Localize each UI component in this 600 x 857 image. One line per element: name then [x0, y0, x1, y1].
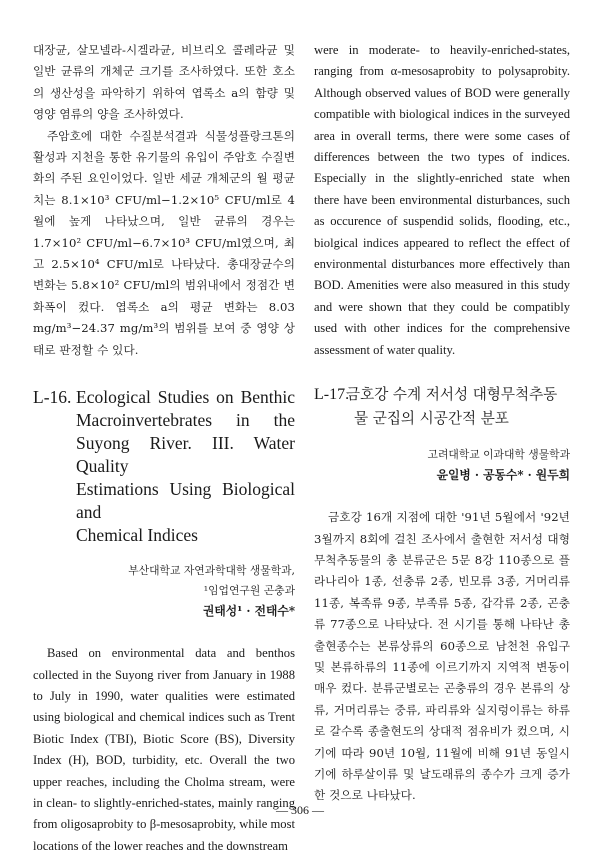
affiliation-line: 고려대학교 이과대학 생물학과	[427, 448, 570, 462]
section-l16-abstract-continued: were in moderate- to heavily-enriched-states, ranging from α-mesosaprobity to polysaprobity. Although observed values of BOD were generally compatible with biological indices in the surveyed area in overall terms, there were some cases of differences between the two types of indices. Especially in the slightly-enriched state when there have been environmental disturbances, such as occurence of suspendid solids, flooding, etc., biolgical indices appeared to reflect the effect of environmental disturbances more effectively than BOD. Amenities were also measured in this study and were shown that they could be compatibly used with other indices for the comprehensive assessment of water quality.	[314, 43, 570, 357]
section-l16-title-line: Chemical Indices	[76, 525, 198, 546]
section-l17-title-line: 금호강 수계 저서성 대형무척추동	[346, 386, 558, 404]
water-quality-paragraph: 주암호에 대한 수질분석결과 식물성플랑크톤의 활성과 지천을 통한 유기물의 유입이 주암호 수질변화의 주된 요인이었다. 일반 세균 개체군의 월 평균치는 8.1×10³ CFU/ml−1.2×10⁵ CFU/ml로 4월에 높게 나타났으며, 일반 균류의 경우는 1.7×10² CFU/ml−6.7×10³ CFU/ml였으며, 최고 2.5×10⁴ CFU/ml로 나타났다. 총대장균수의 변화는 5.8×10² CFU/ml의 범위내에서 정점간 변화폭이 컸다. 엽록소 a의 평균 변화는 8.03 mg/m³−24.37 mg/m³의 범위를 보여 중 영양 상태로 판정할 수 있다.	[33, 128, 295, 357]
section-l17-title	[314, 383, 570, 431]
section-l16-title	[33, 386, 295, 547]
section-l17-affiliation	[314, 445, 570, 465]
section-l17-number: L-17.	[314, 386, 350, 404]
section-l17-body: 금호강 16개 지점에 대한 '91년 5월에서 '92년 3월까지 8회에 걸친 조사에서 출현한 저서성 대형무척추동물의 총 분류군은 5문 8강 110종으로 플라나리아 1종, 선충류 2종, 빈모류 3종, 거머리류 11종, 복족류 9종, 부족류 5종, 갑각류 2종, 곤충류 77종으로 나타났다. 전 시기를 통해 나타난 총출현종수는 본류상류의 60종으로 남천천 유입구 및 본류하류의 11종에 이르기까지 지역적 변동이 매우 컸다. 분류군별로는 곤충류의 경우 본류의 상류, 거머리류는 중류, 파리류와 실지렁이류는 하류로 갈수록 종출현도의 상대적 점유비가 컸으며, 시기에 따라 90년 10월, 11월에 비해 91년 동일시기에 하루살이류 및 날도래류의 종수가 크게 증가한 것으로 나타났다.	[314, 510, 570, 803]
right-column	[314, 40, 570, 807]
affiliation-line: ¹임업연구원 곤충과	[203, 584, 295, 598]
section-l16-title-line: Ecological Studies on Benthic	[76, 387, 295, 408]
affiliation-line: 부산대학교 자연과학대학 생물학과,	[128, 564, 295, 578]
left-column	[33, 40, 295, 857]
section-l16-title-line: Macroinvertebrates in the	[76, 410, 295, 431]
section-l16-title-line: Suyong River. III. Water Quality	[76, 433, 295, 477]
section-l17-title-line: 물 군집의 시공간적 분포	[354, 410, 509, 428]
intro-paragraph: 대장균, 살모넬라-시겔라균, 비브리오 콜레라균 및 일반 균류의 개체군 크기를 조사하였다. 또한 호소의 생산성을 파악하기 위하여 엽록소 a의 함량 및 영양 염류의 양을 조사하였다.	[33, 43, 295, 122]
section-l16-number: L-16.	[33, 387, 72, 408]
section-l16-affiliation	[33, 561, 295, 601]
section-l16-authors: 권태성¹ · 전태수*	[202, 604, 295, 619]
section-l16-abstract: Based on environmental data and benthos collected in the Suyong river from January in 1988 to July in 1990, water qualities were estimated using biological and chemical indices such as Trent Biotic Index (TBI), Biotic Score (BS), Diversity Index (H), BOD, turbidity, etc. Overall the two upper reaches, including the Cholma stream, were in clean- to slightly-enriched-states, mainly ranging from oligosaprobity to β-mesosaprobity, while most locations of the lower reaches and the downstream	[33, 646, 295, 853]
section-l16-title-line: Estimations Using Biological and	[76, 479, 295, 523]
page-number: — 306 —	[276, 803, 324, 817]
section-l17-authors: 윤일병 · 공동수* · 원두희	[436, 468, 570, 483]
